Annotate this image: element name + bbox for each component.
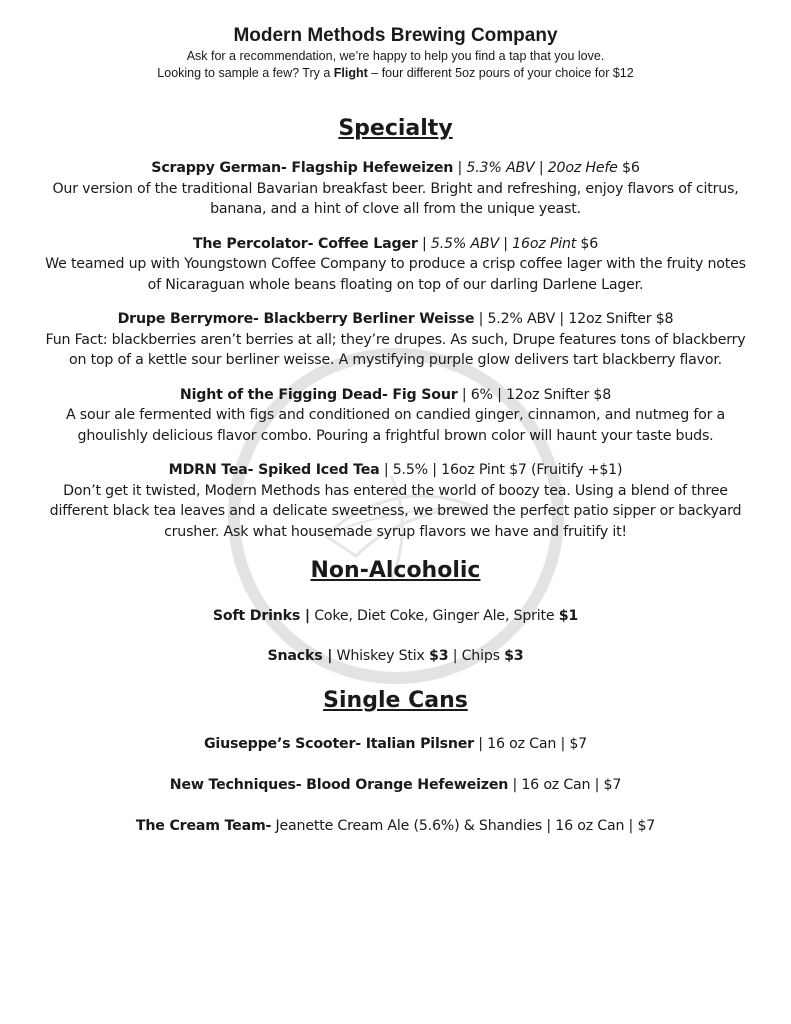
item-description: A sour ale fermented with figs and conditioned on candied ginger, cinnamon, and nutmeg for a ghoulishly delicious flavor combo. Pouring a frightful brown color will haunt your taste buds. (65, 407, 726, 444)
can-name: Giuseppe’s Scooter- Italian Pilsner (203, 736, 474, 752)
can-detail: | 16 oz Can | $7 (473, 736, 588, 752)
soft-drinks-label: Soft Drinks | (212, 608, 310, 624)
snacks-item: Whiskey Stix (332, 648, 430, 664)
can-detail: Jeanette Cream Ale (5.6%) & Shandies | 16 oz Can | $7 (271, 818, 656, 834)
item-name: Night of the Figging Dead- Fig Sour (179, 386, 458, 403)
menu-item-title (44, 158, 747, 179)
menu-item-title (44, 234, 747, 255)
can-item (0, 816, 791, 836)
tagline-flight-pre: Looking to sample a few? Try a (157, 66, 334, 80)
snacks-line (0, 646, 791, 666)
can-name: The Cream Team- (135, 818, 272, 834)
menu-item (0, 158, 791, 220)
menu-item (0, 234, 791, 296)
tagline-recommendation: Ask for a recommendation, we’re happy to help you find a tap that you love. (186, 49, 605, 63)
section-heading-non-alcoholic: Non-Alcoholic (310, 558, 481, 583)
tagline-flight (0, 65, 791, 82)
brand-title: Modern Methods Brewing Company (233, 25, 558, 46)
item-detail: | 5.5% | 16oz Pint $7 (Fruitify +$1) (379, 462, 623, 478)
item-price: $6 (617, 160, 640, 176)
item-name: The Percolator- Coffee Lager (192, 235, 418, 252)
can-name: New Techniques- Blood Orange Hefeweizen (169, 777, 509, 793)
menu-item-title (44, 309, 747, 330)
item-detail: | 5.2% ABV | 12oz Snifter $8 (474, 311, 674, 327)
snacks-item: | Chips (448, 648, 505, 664)
item-description: Our version of the traditional Bavarian breakfast beer. Bright and refreshing, enjoy flavors of citrus, banana, and a hint of clove all from the unique yeast. (52, 180, 739, 217)
snacks-label: Snacks | (267, 648, 333, 664)
item-sep: | (453, 160, 467, 176)
item-description: Don’t get it twisted, Modern Methods has entered the world of boozy tea. Using a blend of three different black tea leaves and a delicate sweetness, we brewed the perfect patio sipper or backyard crusher. Ask what housemade syrup flavors we have and fruitify it! (49, 482, 742, 540)
item-name: MDRN Tea- Spiked Iced Tea (168, 462, 380, 478)
item-detail: 5.5% ABV | 16oz Pint (430, 235, 577, 252)
item-sep: | (417, 235, 431, 252)
menu-item (0, 309, 791, 371)
menu-item (0, 460, 791, 542)
tagline-flight-post: – four different 5oz pours of your choice for $12 (367, 66, 634, 80)
section-heading-single-cans: Single Cans (323, 688, 468, 713)
soft-drinks-price: $1 (558, 608, 579, 624)
can-detail: | 16 oz Can | $7 (508, 777, 622, 793)
soft-drinks-items: Coke, Diet Coke, Ginger Ale, Sprite (309, 608, 559, 624)
can-item (0, 775, 791, 795)
item-description: Fun Fact: blackberries aren’t berries at all; they’re drupes. As such, Drupe features tons of blackberry on top of a kettle sour berliner weisse. A mystifying purple glow delivers tart blackberry flavor. (45, 331, 746, 368)
menu-header (0, 0, 791, 82)
item-name: Drupe Berrymore- Blackberry Berliner Weisse (117, 311, 475, 327)
snacks-price: $3 (504, 648, 524, 664)
item-detail: | 6% | 12oz Snifter $8 (457, 386, 612, 403)
item-name: Scrappy German- Flagship Hefeweizen (151, 160, 454, 176)
section-heading-specialty: Specialty (338, 116, 453, 141)
snacks-price: $3 (429, 648, 449, 664)
can-item (0, 734, 791, 754)
tagline-flight-bold: Flight (333, 66, 368, 80)
menu-item (0, 385, 791, 447)
menu-item-title (44, 460, 747, 481)
item-detail: 5.3% ABV | 20oz Hefe (466, 160, 618, 176)
item-description: We teamed up with Youngstown Coffee Company to produce a crisp coffee lager with the fruity notes of Nicaraguan whole beans floating on top of our darling Darlene Lager. (45, 256, 746, 293)
menu-item-title (44, 385, 747, 406)
item-price: $6 (576, 235, 599, 252)
soft-drinks-line (0, 606, 791, 626)
